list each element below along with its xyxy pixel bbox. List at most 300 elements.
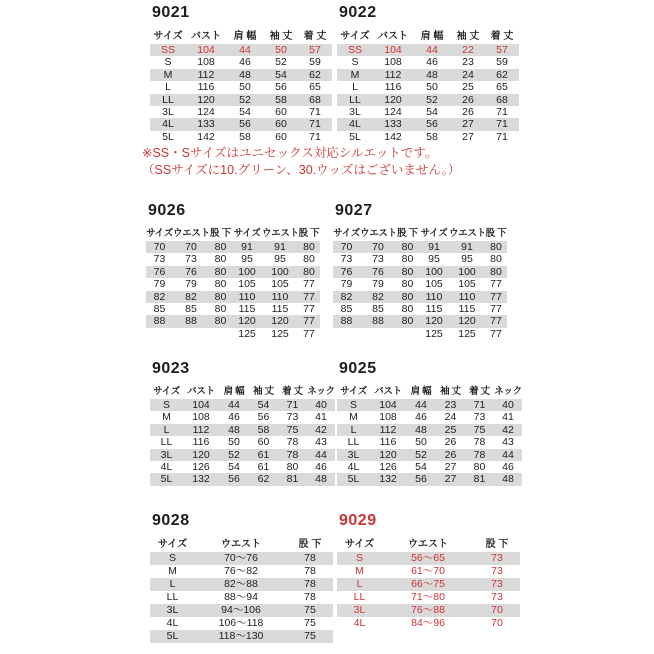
table-cell: 88 bbox=[340, 315, 353, 328]
table-cell: 110 bbox=[425, 290, 443, 303]
table-cell: 120 bbox=[425, 315, 443, 328]
column-header: サイズ bbox=[157, 539, 188, 550]
table-cell: 81 bbox=[286, 473, 299, 486]
table-cell: 77 bbox=[303, 315, 315, 328]
column-header: ウエスト bbox=[262, 228, 299, 239]
table-cell: 116 bbox=[192, 436, 210, 449]
table-cell: 78 bbox=[286, 448, 299, 461]
table-cell: 80 bbox=[401, 290, 414, 303]
table-cell: 104 bbox=[384, 44, 402, 56]
table-cell: 57 bbox=[496, 44, 508, 56]
table-cell: 73 bbox=[286, 411, 299, 424]
table-cell: S bbox=[162, 399, 170, 411]
table-cell bbox=[396, 328, 419, 340]
table-cell: 95 bbox=[461, 253, 473, 266]
table-cell: 108 bbox=[197, 56, 215, 69]
table-cell: 48 bbox=[315, 473, 327, 486]
table-cell: 80 bbox=[401, 253, 414, 266]
table-cell: 50 bbox=[415, 436, 427, 449]
table-cell: 26 bbox=[462, 93, 474, 106]
table-cell: 80 bbox=[303, 253, 315, 266]
table-cell: 84～96 bbox=[411, 617, 445, 629]
table-row bbox=[337, 106, 519, 118]
table-cell: 116 bbox=[379, 436, 397, 449]
table-cell: L bbox=[165, 81, 171, 94]
table-cell: 82 bbox=[372, 290, 384, 303]
table-row bbox=[150, 44, 332, 56]
table-cell: 95 bbox=[428, 253, 440, 266]
table-row bbox=[150, 69, 332, 81]
table-row bbox=[150, 424, 335, 436]
table-cell: 118～130 bbox=[218, 630, 264, 642]
table-cell: 71 bbox=[286, 399, 299, 411]
table-title-9029: 9029 bbox=[339, 512, 377, 529]
table-cell: 48 bbox=[239, 68, 251, 81]
table-cell: 48 bbox=[426, 68, 438, 81]
table-row bbox=[337, 118, 519, 130]
table-cell: 22 bbox=[462, 44, 474, 56]
table-cell: 132 bbox=[192, 473, 210, 486]
table-cell: 71 bbox=[496, 106, 508, 119]
table-cell: 120 bbox=[271, 315, 289, 328]
table-cell: 77 bbox=[490, 290, 502, 303]
table-cell: S bbox=[168, 552, 176, 564]
table-cell: 71 bbox=[309, 106, 321, 119]
table-cell: 61～70 bbox=[411, 565, 445, 577]
column-header: サイズ bbox=[344, 539, 375, 550]
table-row bbox=[150, 399, 335, 411]
table-cell: 79 bbox=[340, 278, 353, 291]
table-cell: 77 bbox=[490, 303, 502, 316]
column-header: サイズ bbox=[340, 31, 370, 42]
header-row bbox=[333, 225, 507, 241]
table-cell: M bbox=[163, 68, 173, 81]
column-header: 着 丈 bbox=[490, 31, 514, 42]
size-table-9028 bbox=[150, 512, 333, 643]
table-cell: 52 bbox=[228, 448, 240, 461]
table-cell: 77 bbox=[490, 278, 502, 291]
header-row bbox=[337, 27, 519, 44]
column-header: バスト bbox=[374, 386, 402, 397]
table-cell: 100 bbox=[271, 265, 289, 278]
table-cell: 112 bbox=[192, 423, 210, 436]
table-cell: 42 bbox=[315, 423, 327, 436]
table-cell: 80 bbox=[214, 278, 227, 291]
table-cell: 41 bbox=[502, 411, 514, 424]
table-cell: 24 bbox=[444, 411, 457, 424]
table-cell: 5L bbox=[166, 630, 179, 642]
table-row bbox=[150, 56, 332, 68]
table-cell: 80 bbox=[214, 303, 227, 316]
table-cell: 105 bbox=[271, 278, 289, 291]
table-cell: 3L bbox=[160, 448, 173, 461]
table-cell: 76 bbox=[185, 265, 197, 278]
table-cell: 56 bbox=[239, 118, 251, 131]
table-row bbox=[150, 118, 332, 130]
table-row bbox=[337, 131, 519, 143]
table-cell: 91 bbox=[241, 241, 253, 253]
column-header: 袖 丈 bbox=[456, 31, 480, 42]
table-cell: 50 bbox=[275, 44, 287, 56]
size-table bbox=[146, 225, 320, 340]
table-cell: 48 bbox=[228, 423, 240, 436]
table-cell: 46 bbox=[426, 56, 438, 69]
table-cell: 56 bbox=[415, 473, 427, 486]
column-header: サイズ bbox=[333, 228, 360, 239]
column-header: 股 下 bbox=[210, 228, 231, 239]
table-cell: 76～82 bbox=[224, 565, 258, 577]
column-header: ウエスト bbox=[360, 228, 397, 239]
table-cell: 80 bbox=[401, 303, 414, 316]
table-cell: 82 bbox=[340, 290, 353, 303]
table-cell: 105 bbox=[425, 278, 443, 291]
table-cell: 58 bbox=[239, 130, 251, 143]
table-cell: LL bbox=[347, 436, 360, 449]
column-header: 肩 幅 bbox=[223, 386, 245, 397]
size-table-9021 bbox=[150, 4, 332, 143]
table-cell: 82 bbox=[185, 290, 197, 303]
table-cell: 44 bbox=[239, 44, 251, 56]
size-table bbox=[333, 225, 507, 340]
table-cell: 59 bbox=[496, 56, 508, 69]
table-cell: 85 bbox=[185, 303, 197, 316]
table-cell: 120 bbox=[379, 448, 397, 461]
table-cell: 73 bbox=[340, 253, 353, 266]
table-cell: 43 bbox=[315, 436, 327, 449]
table-cell: 50 bbox=[239, 81, 251, 94]
table-cell: SS bbox=[160, 44, 175, 56]
table-row bbox=[337, 81, 519, 93]
table-cell: 52 bbox=[239, 93, 251, 106]
table-cell bbox=[173, 328, 209, 340]
table-cell: 73 bbox=[185, 253, 197, 266]
table-cell: 110 bbox=[458, 290, 476, 303]
table-row bbox=[337, 94, 519, 106]
table-cell: 44 bbox=[502, 448, 514, 461]
table-row bbox=[146, 241, 320, 253]
table-cell: 68 bbox=[309, 93, 321, 106]
table-cell: 120 bbox=[238, 315, 256, 328]
table-cell: M bbox=[162, 411, 171, 424]
table-cell: 116 bbox=[384, 81, 402, 94]
table-cell: S bbox=[355, 552, 363, 564]
table-row bbox=[150, 552, 333, 565]
table-cell: 88 bbox=[185, 315, 197, 328]
table-cell: 120 bbox=[197, 93, 215, 106]
column-header: サイズ bbox=[233, 228, 261, 239]
table-cell: 50 bbox=[426, 81, 438, 94]
table-cell: 80 bbox=[214, 253, 227, 266]
column-header: ウエスト bbox=[449, 228, 486, 239]
table-cell: SS bbox=[347, 44, 362, 56]
table-row bbox=[337, 69, 519, 81]
table-cell: 80 bbox=[303, 241, 315, 253]
table-cell: 71 bbox=[496, 130, 508, 143]
column-header: 股 下 bbox=[397, 228, 418, 239]
table-cell: 62 bbox=[496, 68, 508, 81]
table-title-9027: 9027 bbox=[335, 202, 373, 219]
table-cell: 91 bbox=[428, 241, 440, 253]
table-cell: 70 bbox=[491, 604, 503, 616]
table-cell: 50 bbox=[228, 436, 240, 449]
table-cell: 133 bbox=[384, 118, 402, 131]
table-cell: M bbox=[349, 411, 358, 424]
table-title-9028: 9028 bbox=[152, 512, 190, 529]
size-table-9023 bbox=[150, 360, 335, 486]
table-cell: 54 bbox=[239, 106, 251, 119]
table-cell: 85 bbox=[340, 303, 353, 316]
table-cell: 104 bbox=[192, 399, 210, 411]
table-cell: 80 bbox=[490, 241, 502, 253]
table-cell: 80 bbox=[401, 241, 414, 253]
table-cell: 80 bbox=[401, 315, 414, 328]
table-cell: L bbox=[163, 423, 170, 436]
table-cell: 58 bbox=[426, 130, 438, 143]
table-cell: 62 bbox=[257, 473, 270, 486]
column-header: ネック bbox=[494, 386, 522, 397]
size-table-9027 bbox=[333, 202, 507, 340]
table-cell: 26 bbox=[444, 436, 457, 449]
table-cell: 73 bbox=[491, 578, 503, 590]
table-cell: 112 bbox=[384, 68, 402, 81]
table-cell: S bbox=[351, 56, 359, 69]
table-cell: 71 bbox=[309, 130, 321, 143]
table-cell: 46 bbox=[228, 411, 240, 424]
table-cell: 100 bbox=[425, 265, 443, 278]
table-cell: 40 bbox=[502, 399, 514, 411]
table-cell: 44 bbox=[426, 44, 438, 56]
table-cell: 75 bbox=[473, 423, 486, 436]
table-cell: 95 bbox=[274, 253, 286, 266]
table-cell: LL bbox=[349, 93, 361, 106]
table-cell: 142 bbox=[384, 130, 402, 143]
table-cell: 4L bbox=[353, 617, 366, 629]
header-row bbox=[146, 225, 320, 241]
table-cell: LL bbox=[160, 436, 173, 449]
column-header: バスト bbox=[187, 386, 215, 397]
table-row bbox=[333, 291, 507, 303]
table-cell: 116 bbox=[197, 81, 215, 94]
table-cell: 77 bbox=[490, 327, 502, 340]
table-cell: 81 bbox=[473, 473, 486, 486]
table-cell: 106～118 bbox=[218, 617, 264, 629]
table-cell: S bbox=[349, 399, 357, 411]
table-row bbox=[146, 303, 320, 315]
table-cell: 57 bbox=[309, 44, 321, 56]
table-cell: 46 bbox=[502, 461, 514, 474]
table-cell: 54 bbox=[426, 106, 438, 119]
table-row bbox=[150, 604, 333, 617]
table-cell: 76 bbox=[340, 265, 353, 278]
table-row bbox=[337, 56, 519, 68]
table-cell: 54 bbox=[228, 461, 240, 474]
table-row bbox=[146, 315, 320, 327]
table-cell: 71 bbox=[496, 118, 508, 131]
table-cell: 5L bbox=[160, 473, 173, 486]
table-cell: 3L bbox=[353, 604, 366, 616]
table-cell: 27 bbox=[462, 130, 474, 143]
table-cell: 61 bbox=[257, 461, 270, 474]
column-header: サイズ bbox=[153, 31, 183, 42]
table-cell: 52 bbox=[415, 448, 427, 461]
table-cell: 70 bbox=[153, 241, 166, 253]
column-header: サイズ bbox=[146, 228, 173, 239]
table-cell: LL bbox=[162, 93, 174, 106]
table-row bbox=[150, 411, 335, 423]
table-cell: 65 bbox=[496, 81, 508, 94]
table-cell bbox=[360, 328, 396, 340]
size-table bbox=[337, 535, 520, 630]
table-cell: 26 bbox=[462, 106, 474, 119]
column-header: 着 丈 bbox=[469, 386, 490, 397]
table-cell: L bbox=[350, 423, 357, 436]
table-row bbox=[337, 436, 522, 448]
table-cell: 120 bbox=[458, 315, 476, 328]
table-cell: S bbox=[164, 56, 172, 69]
header-row bbox=[150, 383, 335, 399]
table-title-9023: 9023 bbox=[152, 360, 190, 377]
table-cell: 132 bbox=[379, 473, 397, 486]
table-cell: 91 bbox=[461, 241, 473, 253]
table-cell bbox=[209, 328, 232, 340]
table-row bbox=[333, 315, 507, 327]
table-cell: 5L bbox=[347, 473, 360, 486]
size-table-9025 bbox=[337, 360, 522, 486]
table-cell: 60 bbox=[275, 130, 287, 143]
table-cell: 88～94 bbox=[224, 591, 258, 603]
table-cell: 70 bbox=[340, 241, 353, 253]
table-cell: LL bbox=[166, 591, 179, 603]
table-cell: 48 bbox=[415, 423, 427, 436]
table-cell bbox=[146, 328, 173, 340]
table-row bbox=[150, 436, 335, 448]
size-table-9029 bbox=[337, 512, 520, 630]
table-cell: 44 bbox=[415, 399, 427, 411]
table-cell: 73 bbox=[372, 253, 384, 266]
table-cell: 77 bbox=[303, 290, 315, 303]
table-cell: 70 bbox=[372, 241, 384, 253]
column-header: 着 丈 bbox=[282, 386, 303, 397]
column-header: 肩 幅 bbox=[233, 31, 257, 42]
table-row bbox=[337, 617, 520, 630]
table-cell: 80 bbox=[401, 278, 414, 291]
table-row bbox=[337, 473, 522, 485]
table-cell: 78 bbox=[304, 565, 316, 577]
table-row bbox=[337, 604, 520, 617]
table-cell: 133 bbox=[197, 118, 215, 131]
table-cell: 115 bbox=[271, 303, 289, 316]
table-cell: 115 bbox=[425, 303, 443, 316]
table-cell: 80 bbox=[490, 253, 502, 266]
table-cell: 126 bbox=[192, 461, 210, 474]
table-cell: 3L bbox=[347, 448, 360, 461]
table-row bbox=[146, 278, 320, 290]
table-row bbox=[337, 461, 522, 473]
size-table bbox=[150, 27, 332, 143]
table-cell: 44 bbox=[228, 399, 240, 411]
size-table bbox=[337, 27, 519, 143]
column-header: 股 下 bbox=[485, 539, 509, 550]
table-cell: 78 bbox=[304, 591, 316, 603]
table-cell: M bbox=[350, 68, 360, 81]
table-cell: 62 bbox=[309, 68, 321, 81]
column-header: サイズ bbox=[340, 386, 367, 397]
header-row bbox=[150, 27, 332, 44]
size-table-9026 bbox=[146, 202, 320, 340]
table-row bbox=[337, 411, 522, 423]
table-title-9021: 9021 bbox=[152, 4, 190, 21]
table-cell: 46 bbox=[315, 461, 327, 474]
column-header: 肩 幅 bbox=[420, 31, 444, 42]
table-cell: 82 bbox=[153, 290, 166, 303]
table-cell: 3L bbox=[162, 106, 174, 119]
table-cell: 54 bbox=[275, 68, 287, 81]
column-header: 股 下 bbox=[485, 228, 507, 239]
table-cell: 125 bbox=[458, 327, 476, 340]
header-row bbox=[337, 383, 522, 399]
table-row bbox=[150, 630, 333, 643]
table-cell: 73 bbox=[153, 253, 166, 266]
table-cell: 70～76 bbox=[224, 552, 258, 564]
note-line-2: （SSサイズに10.グリーン、30.ウッズはございません。） bbox=[142, 162, 461, 177]
table-cell: 61 bbox=[257, 448, 270, 461]
table-cell: 85 bbox=[153, 303, 166, 316]
column-header: 袖 丈 bbox=[269, 31, 293, 42]
table-cell: 75 bbox=[286, 423, 299, 436]
table-cell: 60 bbox=[275, 106, 287, 119]
table-row bbox=[150, 449, 335, 461]
table-cell: 75 bbox=[304, 630, 316, 642]
table-cell: 77 bbox=[490, 315, 502, 328]
table-cell: 40 bbox=[315, 399, 327, 411]
table-cell: LL bbox=[353, 591, 366, 603]
table-cell: 120 bbox=[192, 448, 210, 461]
table-cell: 3L bbox=[349, 106, 361, 119]
table-cell: 78 bbox=[473, 448, 486, 461]
table-cell: 77 bbox=[303, 278, 315, 291]
table-cell: 78 bbox=[304, 552, 316, 564]
table-row bbox=[150, 131, 332, 143]
table-cell: 46 bbox=[415, 411, 427, 424]
table-cell: 110 bbox=[271, 290, 289, 303]
table-cell: 125 bbox=[238, 327, 256, 340]
table-cell: 80 bbox=[401, 265, 414, 278]
table-cell: 91 bbox=[274, 241, 286, 253]
table-cell: 80 bbox=[303, 265, 315, 278]
table-cell: 4L bbox=[347, 461, 360, 474]
table-row bbox=[333, 241, 507, 253]
table-row bbox=[337, 552, 520, 565]
table-row bbox=[333, 328, 507, 340]
table-cell: 26 bbox=[444, 448, 457, 461]
table-row bbox=[146, 266, 320, 278]
table-cell: 56 bbox=[426, 118, 438, 131]
column-header: 股 下 bbox=[298, 228, 320, 239]
table-title-9026: 9026 bbox=[148, 202, 186, 219]
table-cell: 54 bbox=[415, 461, 427, 474]
table-row bbox=[150, 473, 335, 485]
table-row bbox=[150, 578, 333, 591]
table-row bbox=[150, 461, 335, 473]
table-row bbox=[146, 328, 320, 340]
table-cell: 124 bbox=[197, 106, 215, 119]
table-cell: 108 bbox=[379, 411, 397, 424]
table-cell: 79 bbox=[153, 278, 166, 291]
table-title-9025: 9025 bbox=[339, 360, 377, 377]
column-header: サイズ bbox=[420, 228, 448, 239]
table-cell: 60 bbox=[275, 118, 287, 131]
column-header: バスト bbox=[378, 31, 408, 42]
